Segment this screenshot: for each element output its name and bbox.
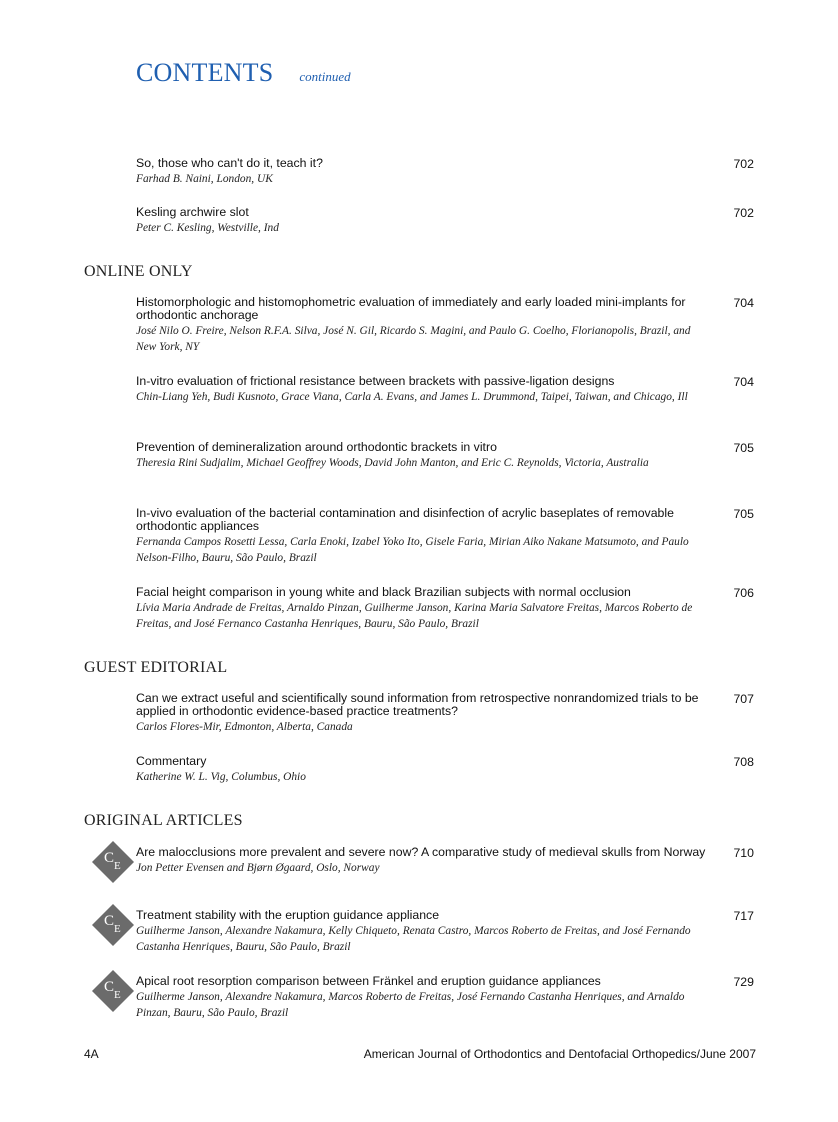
toc-entry[interactable] (136, 755, 756, 785)
entry-title: Can we extract useful and scientifically sound information from retrospective nonrandomized trials to be applied in orthodontic evidence-based practice treatments? (136, 691, 699, 718)
toc-entry[interactable] (104, 908, 756, 955)
entry-page: 705 (733, 441, 754, 455)
entry-authors: Chin-Liang Yeh, Budi Kusnoto, Grace Viana, Carla A. Evans, and James L. Drummond, Taipei, Taiwan, and Chicago, Ill (136, 391, 688, 403)
toc-entry[interactable] (104, 845, 756, 876)
page-header (136, 58, 351, 88)
entry-page: 702 (733, 206, 754, 220)
entry-authors: Fernanda Campos Rosetti Lessa, Carla Enoki, Izabel Yoko Ito, Gisele Faria, Mirian Aiko Nakane Matsumoto, and Paulo Nelson-Filho, Bauru, São Paulo, Brazil (136, 536, 689, 564)
ce-credit-icon (91, 969, 135, 1013)
entry-page: 710 (733, 846, 754, 860)
entry-title: Kesling archwire slot (136, 205, 249, 219)
ce-credit-icon (91, 903, 135, 947)
footer-page-number: 4A (84, 1047, 99, 1061)
svg-text:C: C (104, 979, 115, 995)
entry-page: 717 (733, 909, 754, 923)
entry-authors: José Nilo O. Freire, Nelson R.F.A. Silva, José N. Gil, Ricardo S. Magini, and Paulo G. Coelho, Florianopolis, Brazil, and New York, NY (136, 325, 691, 353)
entry-authors: Guilherme Janson, Alexandre Nakamura, Kelly Chiqueto, Renata Castro, Marcos Roberto de Freitas, and José Fernando Castanha Henriques, Bauru, São Paulo, Brazil (136, 925, 691, 953)
toc-entry[interactable] (136, 206, 756, 236)
section-heading-original-articles: ORIGINAL ARTICLES (84, 812, 243, 829)
entry-authors: Katherine W. L. Vig, Columbus, Ohio (136, 771, 306, 783)
entry-authors: Carlos Flores-Mir, Edmonton, Alberta, Canada (136, 721, 353, 733)
entry-title: In-vivo evaluation of the bacterial contamination and disinfection of acrylic baseplates of removable orthodontic appliances (136, 506, 674, 533)
entry-authors: Farhad B. Naini, London, UK (136, 173, 273, 185)
svg-text:C: C (104, 913, 115, 929)
entry-title: Commentary (136, 754, 207, 768)
entry-title: So, those who can't do it, teach it? (136, 156, 323, 170)
entry-authors: Lívia Maria Andrade de Freitas, Arnaldo Pinzan, Guilherme Janson, Karina Maria Salvatore Freitas, Marcos Roberto de Freitas, and José Fernanco Castanha Henriques, Bauru, São Paulo, Brazil (136, 602, 693, 630)
toc-entry[interactable] (136, 296, 756, 355)
entry-page: 704 (733, 296, 754, 310)
toc-entry[interactable] (136, 692, 756, 735)
page-title: CONTENTS (136, 58, 274, 87)
entry-title: Treatment stability with the eruption guidance appliance (136, 908, 440, 922)
toc-entry[interactable] (136, 586, 756, 632)
entry-page: 729 (733, 975, 754, 989)
svg-text:E: E (114, 923, 121, 935)
toc-entry[interactable] (104, 974, 756, 1021)
entry-title: Apical root resorption comparison between Fränkel and eruption guidance appliances (136, 974, 601, 988)
entry-title: In-vitro evaluation of frictional resistance between brackets with passive-ligation designs (136, 374, 615, 388)
ce-credit-icon (91, 840, 135, 884)
entry-title: Prevention of demineralization around orthodontic brackets in vitro (136, 440, 497, 454)
entry-title: Are malocclusions more prevalent and severe now? A comparative study of medieval skulls from Norway (136, 845, 706, 859)
entry-title: Histomorphologic and histomophometric evaluation of immediately and early loaded mini-implants for orthodontic anchorage (136, 295, 686, 322)
toc-entry[interactable] (136, 507, 756, 566)
entry-page: 708 (733, 755, 754, 769)
toc-entry[interactable] (136, 157, 756, 187)
entry-authors: Peter C. Kesling, Westville, Ind (136, 222, 279, 234)
section-heading-guest-editorial: GUEST EDITORIAL (84, 659, 228, 676)
entry-authors: Jon Petter Evensen and Bjørn Øgaard, Oslo, Norway (136, 862, 380, 874)
entry-page: 707 (733, 692, 754, 706)
svg-text:C: C (104, 850, 115, 866)
entry-title: Facial height comparison in young white and black Brazilian subjects with normal occlusion (136, 585, 631, 599)
svg-text:E: E (114, 989, 121, 1001)
entry-page: 702 (733, 157, 754, 171)
section-heading-online-only: ONLINE ONLY (84, 263, 193, 280)
toc-entry[interactable] (136, 375, 756, 405)
entry-authors: Guilherme Janson, Alexandre Nakamura, Marcos Roberto de Freitas, José Fernando Castanha Henriques, and Arnaldo Pinzan, Bauru, São Paulo, Brazil (136, 991, 685, 1019)
entry-page: 704 (733, 375, 754, 389)
entry-page: 705 (733, 507, 754, 521)
footer-journal: American Journal of Orthodontics and Dentofacial Orthopedics/June 2007 (363, 1047, 756, 1061)
toc-entry[interactable] (136, 441, 756, 471)
svg-text:E: E (114, 860, 121, 872)
entry-authors: Theresia Rini Sudjalim, Michael Geoffrey Woods, David John Manton, and Eric C. Reynolds, Victoria, Australia (136, 457, 649, 469)
entry-page: 706 (733, 586, 754, 600)
page-subtitle: continued (299, 69, 351, 84)
